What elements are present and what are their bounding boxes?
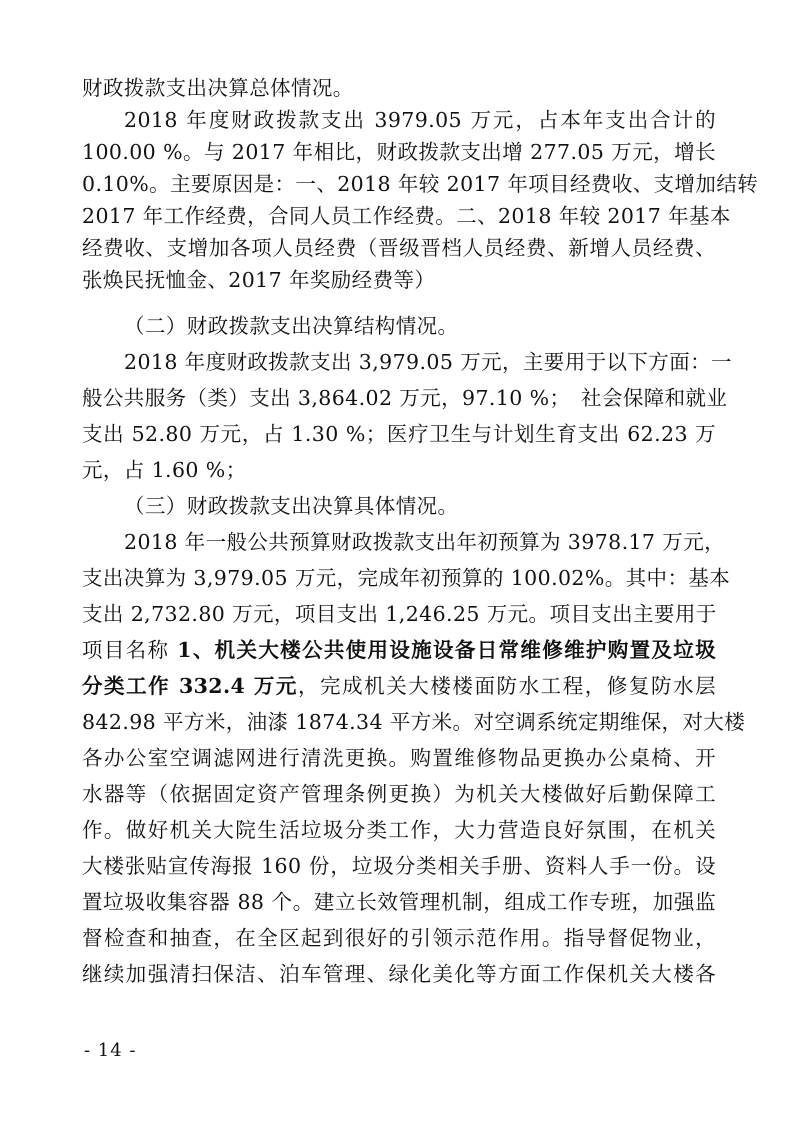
paragraph-line: 水器等（依据固定资产管理条例更换）为机关大楼做好后勤保障工 (82, 782, 716, 806)
paragraph-line: 2018 年度财政拨款支出 3979.05 万元，占本年支出合计的 (124, 108, 716, 132)
project-label: 项目名称 (82, 638, 178, 662)
paragraph-line (82, 668, 716, 704)
paragraph-line: 2018 年一般公共预算财政拨款支出年初预算为 3978.17 万元， (124, 530, 725, 554)
paragraph-line: 继续加强清扫保洁、泊车管理、绿化美化等方面工作保机关大楼各 (82, 962, 716, 986)
section-heading: （三）财政拨款支出决算具体情况。 (124, 494, 459, 518)
page-number: - 14 - (84, 1040, 137, 1061)
paragraph-line: 经费收、支增加各项人员经费（晋级晋档人员经费、新增人员经费、 (82, 236, 716, 260)
paragraph-line (82, 632, 716, 668)
paragraph-line: 财政拨款支出决算总体情况。 (82, 76, 354, 100)
paragraph-text: ，完成机关大楼楼面防水工程，修复防水层 (297, 674, 716, 698)
paragraph-line: 督检查和抽查，在全区起到很好的引领示范作用。指导督促物业， (82, 926, 716, 950)
paragraph-line: 100.00 %。与 2017 年相比，财政拨款支出增 277.05 万元，增长 (82, 140, 716, 164)
project-title-bold: 1、机关大楼公共使用设施设备日常维修维护购置及垃圾 (177, 638, 716, 662)
paragraph-line: 0.10%。主要原因是：一、2018 年较 2017 年项目经费收、支增加结转 (82, 172, 759, 196)
paragraph-line: 支出 52.80 万元，占 1.30 %；医疗卫生与计划生育支出 62.23 万 (82, 422, 716, 446)
paragraph-line: 作。做好机关大院生活垃圾分类工作，大力营造良好氛围，在机关 (82, 818, 716, 842)
paragraph-line: 元，占 1.60 %； (82, 458, 247, 482)
section-heading: （二）财政拨款支出决算结构情况。 (124, 314, 459, 338)
paragraph-line: 842.98 平方米，油漆 1874.34 平方米。对空调系统定期维保，对大楼 (82, 710, 746, 734)
paragraph-line: 置垃圾收集容器 88 个。建立长效管理机制，组成工作专班，加强监 (82, 890, 716, 914)
paragraph-line: 支出决算为 3,979.05 万元，完成年初预算的 100.02%。其中：基本 (82, 566, 731, 590)
paragraph-line: 2017 年工作经费，合同人员工作经费。二、2018 年较 2017 年基本 (82, 204, 731, 228)
paragraph-line: 大楼张贴宣传海报 160 份，垃圾分类相关手册、资料人手一份。设 (82, 854, 716, 878)
project-title-bold: 分类工作 332.4 万元 (82, 674, 298, 698)
paragraph-line: 张焕民抚恤金、2017 年奖励经费等） (82, 268, 436, 292)
paragraph-line: 支出 2,732.80 万元，项目支出 1,246.25 万元。项目支出主要用于 (82, 602, 717, 626)
paragraph-line: 2018 年度财政拨款支出 3,979.05 万元，主要用于以下方面：一 (124, 350, 732, 374)
paragraph-line: 般公共服务（类）支出 3,864.02 万元，97.10 %； 社会保障和就业 (82, 386, 728, 410)
paragraph-line: 各办公室空调滤网进行清洗更换。购置维修物品更换办公桌椅、开 (82, 746, 716, 770)
document-body (82, 72, 759, 992)
